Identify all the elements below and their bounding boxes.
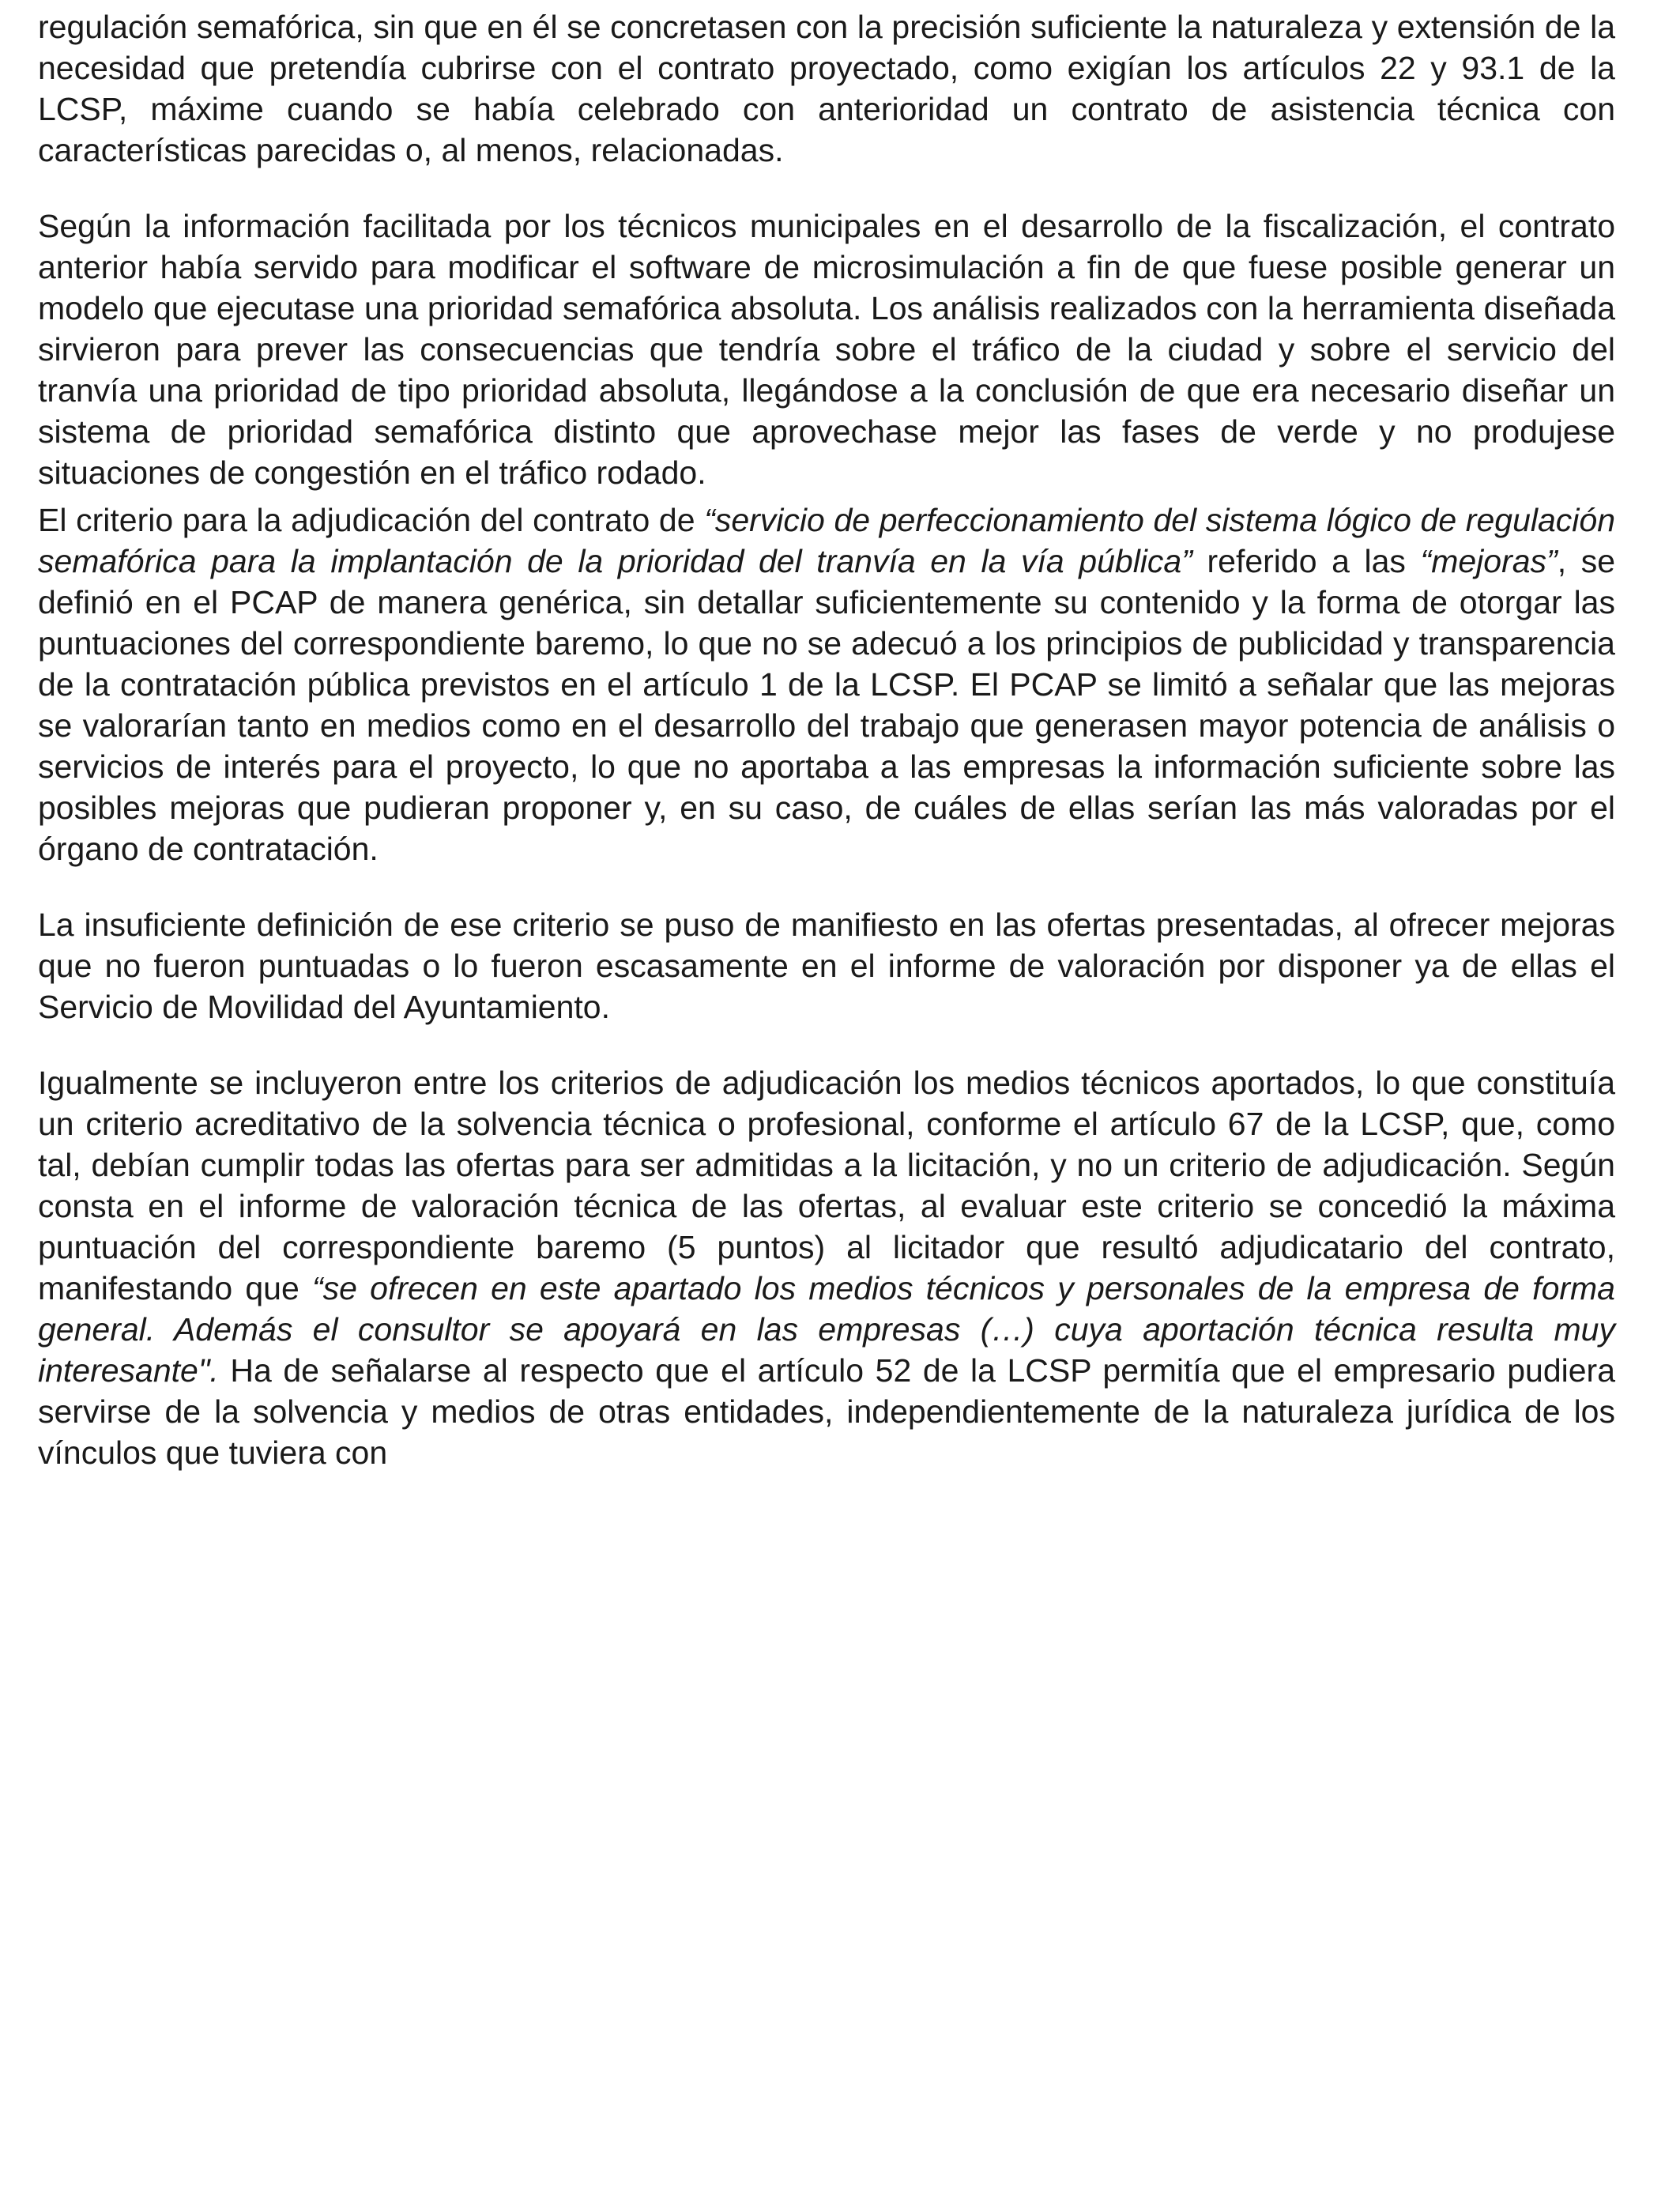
paragraph-3-mejoras-italic: “mejoras” [1420,543,1558,579]
paragraph-3-text-b: referido a las [1192,543,1421,579]
paragraph-5 [38,1062,1615,1471]
paragraph-5-quote-italic: “se ofrecen en este apartado los medios técnicos y personales de la empresa de forma general. Además el consultor se apoyará en las empresas (…) cuya aportación técnica resulta muy interesante". [38,1270,1615,1389]
paragraph-3-contract-title-italic: “servicio de perfeccionamiento del sistema lógico de regulación semafórica para la implantación de la prioridad del tranvía en la vía pública” [38,502,1615,579]
paragraph-5-text-b: Ha de señalarse al respecto que el artículo 52 de la LCSP permitía que el empresario pudiera servirse de la solvencia y medios de otras entidades, independientemente de la naturaleza jurídica de los vínculos que tuviera con [38,1352,1615,1471]
paragraph-1-text: regulación semafórica, sin que en él se concretasen con la precisión suficiente la naturaleza y extensión de la necesidad que pretendía cubrirse con el contrato proyectado, como exigían los artículos 22 y 93.1 de la LCSP, máxime cuando se había celebrado con anterioridad un contrato de asistencia técnica con características parecidas o, al menos, relacionadas. [38,9,1615,168]
paragraph-3-text-c: , se definió en el PCAP de manera genérica, sin detallar suficientemente su contenido y la forma de otorgar las puntuaciones del correspondiente baremo, lo que no se adecuó a los principios de publicidad y transparencia de la contratación pública previstos en el artículo 1 de la LCSP. El PCAP se limitó a señalar que las mejoras se valorarían tanto en medios como en el desarrollo del trabajo que generasen mayor potencia de análisis o servicios de interés para el proyecto, lo que no aportaba a las empresas la información suficiente sobre las posibles mejoras que pudieran proponer y, en su caso, de cuáles de ellas serían las más valoradas por el órgano de contratación. [38,543,1615,867]
paragraph-4-text: La insuficiente definición de ese criterio se puso de manifiesto en las ofertas presentadas, al ofrecer mejoras que no fueron puntuadas o lo fueron escasamente en el informe de valoración por disponer ya de ellas el Servicio de Movilidad del Ayuntamiento. [38,907,1615,1025]
paragraph-3 [38,499,1615,869]
paragraph-3-text-a: El criterio para la adjudicación del contrato de [38,502,705,538]
paragraph-1 [38,6,1615,171]
paragraph-2-text: Según la información facilitada por los técnicos municipales en el desarrollo de la fiscalización, el contrato anterior había servido para modificar el software de microsimulación a fin de que fuese posible generar un modelo que ejecutase una prioridad semafórica absoluta. Los análisis realizados con la herramienta diseñada sirvieron para prever las consecuencias que tendría sobre el tráfico de la ciudad y sobre el servicio del tranvía una prioridad de tipo prioridad absoluta, llegándose a la conclusión de que era necesario diseñar un sistema de prioridad semafórica distinto que aprovechase mejor las fases de verde y no produjese situaciones de congestión en el tráfico rodado. [38,208,1615,491]
paragraph-2 [38,205,1615,493]
document-body [38,6,1615,1471]
paragraph-5-text-a: Igualmente se incluyeron entre los criterios de adjudicación los medios técnicos aportados, lo que constituía un criterio acreditativo de la solvencia técnica o profesional, conforme el artículo 67 de la LCSP, que, como tal, debían cumplir todas las ofertas para ser admitidas a la licitación, y no un criterio de adjudicación. Según consta en el informe de valoración técnica de las ofertas, al evaluar este criterio se concedió la máxima puntuación del correspondiente baremo (5 puntos) al licitador que resultó adjudicatario del contrato, manifestando que [38,1065,1615,1306]
paragraph-4 [38,904,1615,1027]
